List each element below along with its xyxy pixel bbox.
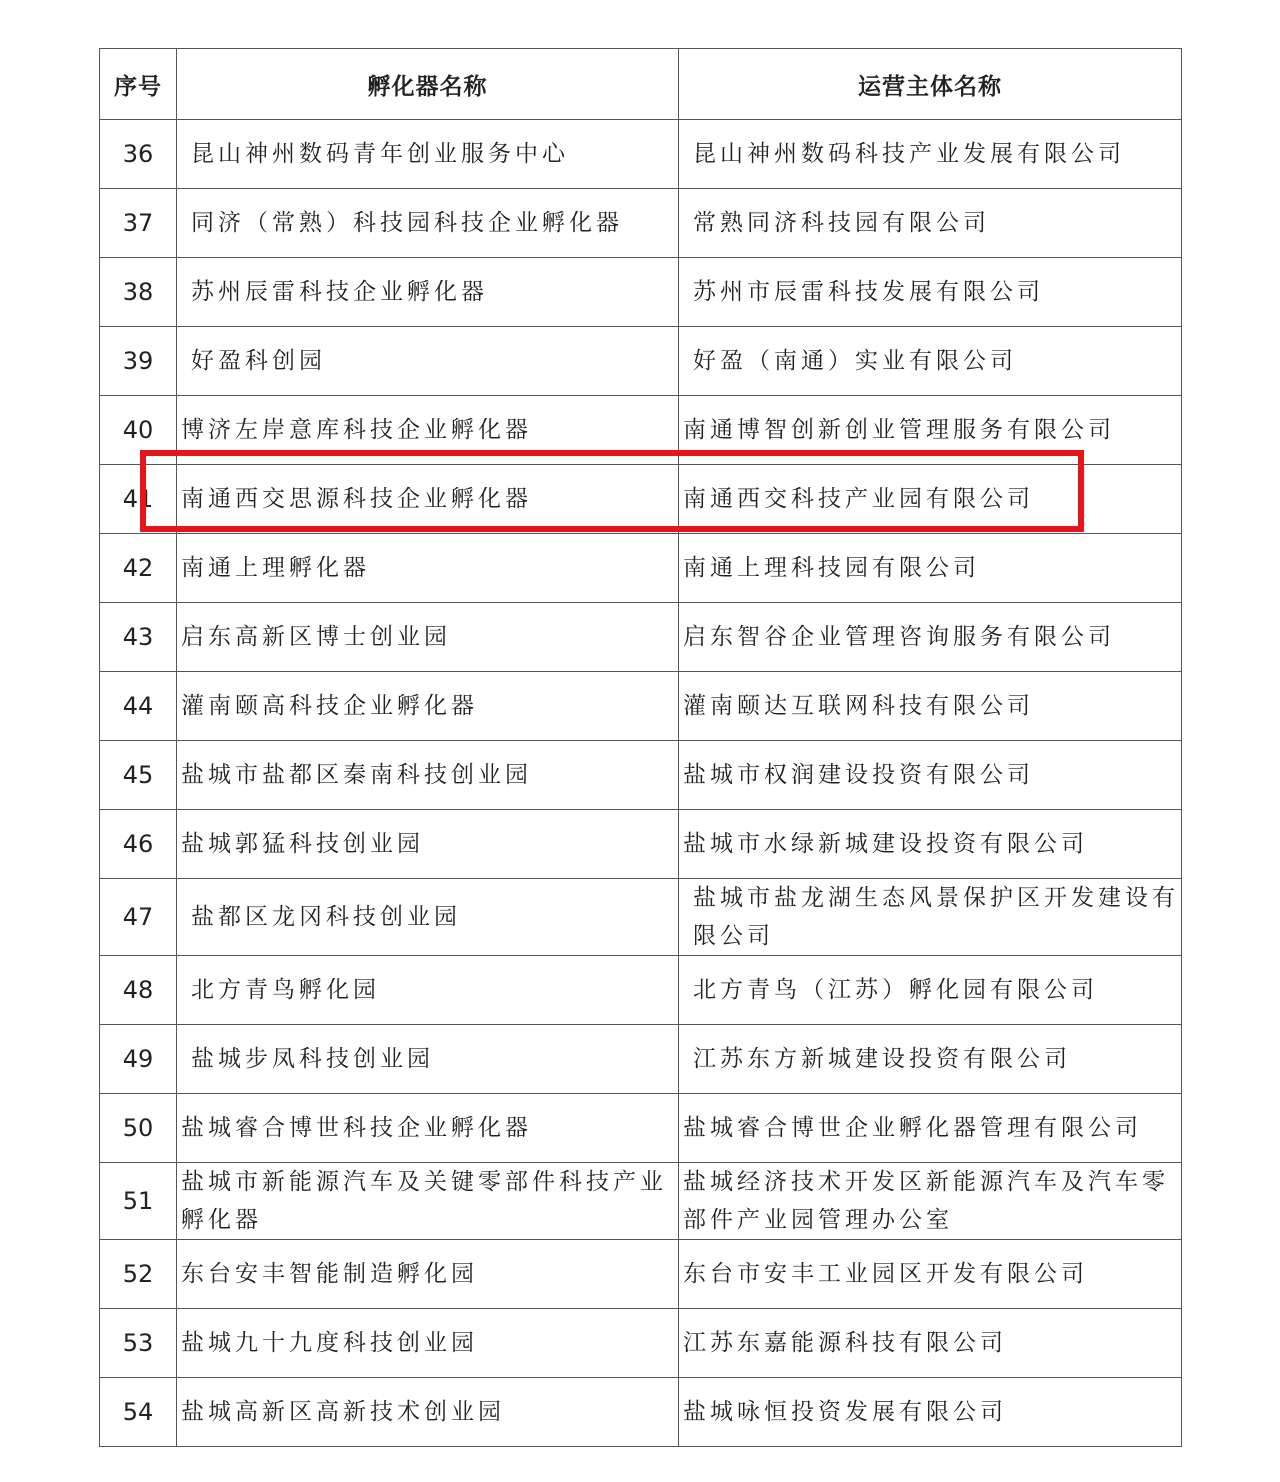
operator-name-cell: 南通西交科技产业园有限公司 <box>679 465 1182 534</box>
incubator-name-cell: 盐城郭猛科技创业园 <box>177 810 679 879</box>
table-row <box>100 534 1182 603</box>
header-operator-name: 运营主体名称 <box>679 49 1182 120</box>
operator-name-cell: 盐城经济技术开发区新能源汽车及汽车零部件产业园管理办公室 <box>679 1163 1182 1240</box>
operator-name-cell: 昆山神州数码科技产业发展有限公司 <box>679 120 1182 189</box>
table-row <box>100 1240 1182 1309</box>
table-row <box>100 1163 1182 1240</box>
operator-name-cell: 江苏东方新城建设投资有限公司 <box>679 1025 1182 1094</box>
incubator-name-cell: 盐城市盐都区秦南科技创业园 <box>177 741 679 810</box>
table-row <box>100 956 1182 1025</box>
header-seq: 序号 <box>100 49 177 120</box>
table-row <box>100 189 1182 258</box>
seq-cell: 54 <box>100 1378 177 1447</box>
operator-name-cell: 启东智谷企业管理咨询服务有限公司 <box>679 603 1182 672</box>
table-row <box>100 879 1182 956</box>
incubator-name-cell: 盐城市新能源汽车及关键零部件科技产业孵化器 <box>177 1163 679 1240</box>
seq-cell: 39 <box>100 327 177 396</box>
seq-cell: 50 <box>100 1094 177 1163</box>
incubator-name-cell: 盐城步凤科技创业园 <box>177 1025 679 1094</box>
table-row <box>100 1309 1182 1378</box>
incubator-name-cell: 好盈科创园 <box>177 327 679 396</box>
seq-cell: 49 <box>100 1025 177 1094</box>
seq-cell: 48 <box>100 956 177 1025</box>
table-row <box>100 741 1182 810</box>
table-row <box>100 672 1182 741</box>
seq-cell: 36 <box>100 120 177 189</box>
incubator-name-cell: 盐城九十九度科技创业园 <box>177 1309 679 1378</box>
incubator-name-cell: 苏州辰雷科技企业孵化器 <box>177 258 679 327</box>
seq-cell: 38 <box>100 258 177 327</box>
header-incubator-name: 孵化器名称 <box>177 49 679 120</box>
incubator-name-cell: 同济（常熟）科技园科技企业孵化器 <box>177 189 679 258</box>
table-row <box>100 1094 1182 1163</box>
operator-name-cell: 江苏东嘉能源科技有限公司 <box>679 1309 1182 1378</box>
table-row <box>100 465 1182 534</box>
seq-cell: 53 <box>100 1309 177 1378</box>
seq-cell: 41 <box>100 465 177 534</box>
table-row <box>100 810 1182 879</box>
seq-cell: 51 <box>100 1163 177 1240</box>
table-row <box>100 120 1182 189</box>
incubator-table <box>99 48 1182 1447</box>
table-row <box>100 396 1182 465</box>
incubator-name-cell: 盐城高新区高新技术创业园 <box>177 1378 679 1447</box>
table-row <box>100 603 1182 672</box>
operator-name-cell: 苏州市辰雷科技发展有限公司 <box>679 258 1182 327</box>
seq-cell: 40 <box>100 396 177 465</box>
incubator-name-cell: 南通上理孵化器 <box>177 534 679 603</box>
operator-name-cell: 盐城咏恒投资发展有限公司 <box>679 1378 1182 1447</box>
seq-cell: 43 <box>100 603 177 672</box>
incubator-name-cell: 盐都区龙冈科技创业园 <box>177 879 679 956</box>
table-row <box>100 327 1182 396</box>
seq-cell: 44 <box>100 672 177 741</box>
operator-name-cell: 盐城市权润建设投资有限公司 <box>679 741 1182 810</box>
incubator-name-cell: 昆山神州数码青年创业服务中心 <box>177 120 679 189</box>
incubator-name-cell: 东台安丰智能制造孵化园 <box>177 1240 679 1309</box>
operator-name-cell: 盐城睿合博世企业孵化器管理有限公司 <box>679 1094 1182 1163</box>
operator-name-cell: 南通上理科技园有限公司 <box>679 534 1182 603</box>
incubator-name-cell: 灌南颐高科技企业孵化器 <box>177 672 679 741</box>
table-row <box>100 1378 1182 1447</box>
operator-name-cell: 常熟同济科技园有限公司 <box>679 189 1182 258</box>
operator-name-cell: 北方青鸟（江苏）孵化园有限公司 <box>679 956 1182 1025</box>
seq-cell: 42 <box>100 534 177 603</box>
operator-name-cell: 盐城市水绿新城建设投资有限公司 <box>679 810 1182 879</box>
incubator-name-cell: 启东高新区博士创业园 <box>177 603 679 672</box>
incubator-name-cell: 北方青鸟孵化园 <box>177 956 679 1025</box>
seq-cell: 37 <box>100 189 177 258</box>
operator-name-cell: 东台市安丰工业园区开发有限公司 <box>679 1240 1182 1309</box>
operator-name-cell: 盐城市盐龙湖生态风景保护区开发建设有限公司 <box>679 879 1182 956</box>
table-row <box>100 258 1182 327</box>
header-row <box>100 49 1182 120</box>
operator-name-cell: 好盈（南通）实业有限公司 <box>679 327 1182 396</box>
seq-cell: 52 <box>100 1240 177 1309</box>
seq-cell: 45 <box>100 741 177 810</box>
incubator-name-cell: 盐城睿合博世科技企业孵化器 <box>177 1094 679 1163</box>
seq-cell: 47 <box>100 879 177 956</box>
operator-name-cell: 灌南颐达互联网科技有限公司 <box>679 672 1182 741</box>
table-row <box>100 1025 1182 1094</box>
seq-cell: 46 <box>100 810 177 879</box>
incubator-name-cell: 南通西交思源科技企业孵化器 <box>177 465 679 534</box>
incubator-name-cell: 博济左岸意库科技企业孵化器 <box>177 396 679 465</box>
operator-name-cell: 南通博智创新创业管理服务有限公司 <box>679 396 1182 465</box>
